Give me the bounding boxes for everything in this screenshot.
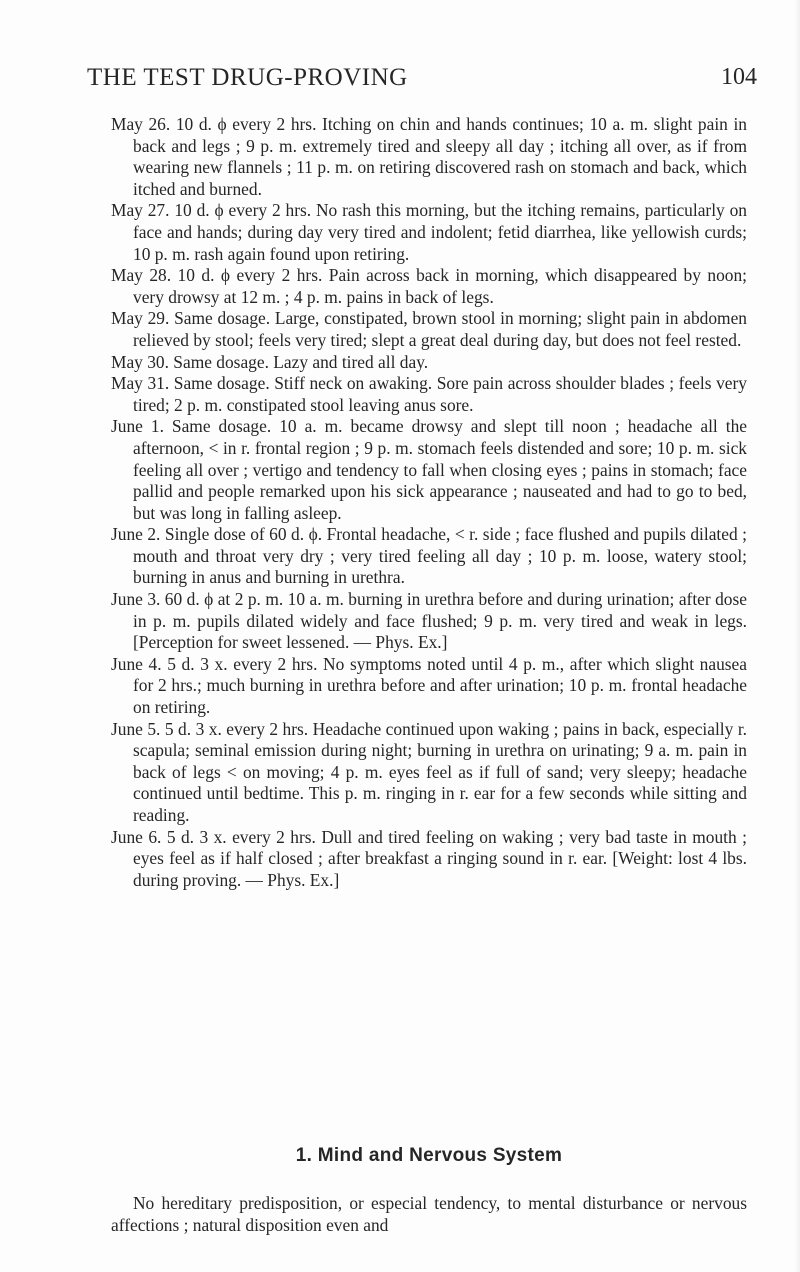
journal-entry-june-5: June 5. 5 d. 3 x. every 2 hrs. Headache continued upon waking ; pains in back, especially r. scapula; seminal emission during night; burning in urethra on urinating; 9 a. m. pain in back of legs < on moving; 4 p. m. eyes feel as if full of sand; very sleepy; headache continued until bedtime. This p. m. ringing in r. ear for a few seconds while sitting and reading. bbox=[111, 718, 747, 825]
page-edge-shadow bbox=[794, 0, 800, 1272]
journal-entry-may-30: May 30. Same dosage. Lazy and tired all day. bbox=[111, 351, 429, 372]
journal-entry-may-31: May 31. Same dosage. Stiff neck on awaking. Sore pain across shoulder blades ; feels very tired; 2 p. m. constipated stool leaving anus sore. bbox=[111, 373, 747, 415]
journal-entry-june-1: June 1. Same dosage. 10 a. m. became drowsy and slept till noon ; headache all the afternoon, < in r. frontal region ; 9 p. m. stomach feels distended and sore; 10 p. m. sick feeling all over ; vertigo and tendency to fall when closing eyes ; pains in stomach; face pallid and people remarked upon his sick appearance ; nauseated and had to go to bed, but was long in falling asleep. bbox=[111, 416, 747, 523]
journal-entry-may-29: May 29. Same dosage. Large, constipated, brown stool in morning; slight pain in abdomen relieved by stool; feels very tired; slept a great deal during day, but does not feel rested. bbox=[111, 308, 747, 350]
running-title: THE TEST DRUG-PROVING bbox=[87, 64, 408, 91]
journal-entry-may-26: May 26. 10 d. ϕ every 2 hrs. Itching on chin and hands continues; 10 a. m. slight pain in back and legs ; 9 p. m. extremely tired and sleepy all day ; itching all over, as if from wearing new flannels ; 11 p. m. on retiring discovered rash on stomach and back, which itched and burned. bbox=[111, 114, 747, 199]
journal-entry-june-6: June 6. 5 d. 3 x. every 2 hrs. Dull and tired feeling on waking ; very bad taste in mouth ; eyes feel as if half closed ; after breakfast a ringing sound in r. ear. [Weight: lost 4 lbs. during proving. — Phys. Ex.] bbox=[111, 826, 747, 890]
proving-journal bbox=[111, 114, 747, 891]
running-head bbox=[87, 64, 757, 94]
journal-entry-may-28: May 28. 10 d. ϕ every 2 hrs. Pain across back in morning, which disappeared by noon; very drowsy at 12 m. ; 4 p. m. pains in back of legs. bbox=[111, 265, 747, 307]
journal-entry-may-27: May 27. 10 d. ϕ every 2 hrs. No rash this morning, but the itching remains, particularly on face and hands; during day very tired and indolent; fetid diarrhea, like yellowish curds; 10 p. m. rash again found upon retiring. bbox=[111, 200, 747, 264]
journal-entry-june-4: June 4. 5 d. 3 x. every 2 hrs. No symptoms noted until 4 p. m., after which slight nausea for 2 hrs.; much burning in urethra before and after urination; 10 p. m. frontal headache on retiring. bbox=[111, 653, 747, 718]
page-number: 104 bbox=[721, 64, 757, 90]
journal-entry-june-2: June 2. Single dose of 60 d. ϕ. Frontal headache, < r. side ; face flushed and pupils dilated ; mouth and throat very dry ; very tired feeling all day ; 10 p. m. loose, watery stool; burning in anus and burning in urethra. bbox=[111, 524, 747, 588]
section-intro-paragraph: No hereditary predisposition, or especial tendency, to mental disturbance or nervous affections ; natural disposition even and bbox=[111, 1193, 747, 1235]
journal-entry-june-3: June 3. 60 d. ϕ at 2 p. m. 10 a. m. burning in urethra before and during urination; after dose in p. m. pupils dilated widely and face flushed; 9 p. m. very tired and weak in legs. [Perception for sweet lessened. — Phys. Ex.] bbox=[111, 589, 747, 653]
section-heading: 1. Mind and Nervous System bbox=[295, 1145, 563, 1166]
